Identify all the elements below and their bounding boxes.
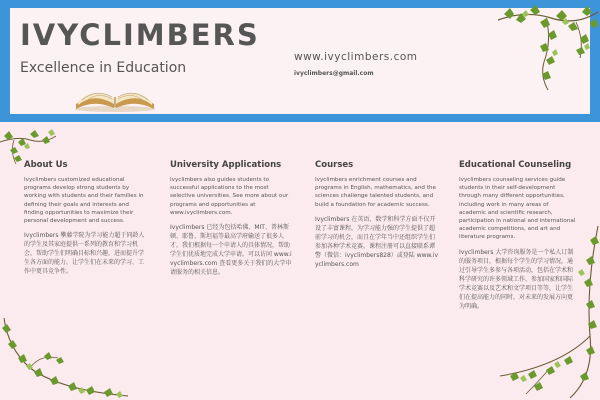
ivy-vine-bottom-left-icon — [0, 318, 130, 400]
section-title: University Applications — [170, 160, 282, 170]
section-text-zh: Ivyclimbers 大学咨询服务是一个私人订制的服务项目，根据每个学生的学习情况，通过引导学生多参与各项活动，包括在学术和科学研究的许多领域工作、参加国家和国际学术竞赛以及艺术和文学项目等等，让学生们在提高能力的同时，对未来的发展方向更为明确。 — [459, 248, 574, 310]
university-applications-section — [170, 160, 294, 277]
section-title: Educational Counseling — [459, 160, 572, 170]
section-title: About Us — [24, 160, 68, 170]
section-text-en: Ivyclimbers enrichment courses and programs in English, mathematics, and the sciences challenge talented students, and build a foundation for academic success. — [315, 177, 436, 208]
section-text-en: Ivyclimbers counseling services guide students in their self-development through many different opportunities, including work in many areas of academic and scientific research, participation in national and international academic competitions, and art and literature programs. — [459, 177, 576, 241]
educational-counseling-section — [459, 160, 577, 311]
courses-section — [315, 160, 439, 269]
section-text-en: Ivyclimbers also guides students to successful applications to the most selective universities. See more about our programs and opportunities at www.ivyclimbers.com. — [170, 177, 289, 216]
section-text-zh: Ivyclimbers 已经为包括哈佛、MIT、普林斯顿、耶鲁、斯坦福等最高学府输送了很多人才，我们根据每一个申请人的具体情况，帮助学生们优质地完成大学申请。可以访问 www.ivyclimbers.com 查看更多关于我们的大学申请服务的相关信息。 — [170, 224, 292, 277]
section-text-zh: Ivyclimbers 攀藤学院为学习能力超于同龄人的学生及其家庭提供一系列的教育和学习机会，帮助学生们明确目标和兴趣，进而提升学生各方面的能力，让学生们在未来的学习、工作中更具竞争性。 — [24, 232, 145, 276]
section-text-en: Ivyclimbers customized educational programs develop strong students by working with students and their families in defining their goals and interests and finding opportunities to maximize their personal development and success. — [24, 177, 144, 225]
open-book-icon — [72, 78, 158, 112]
about-us-section — [24, 160, 148, 276]
email-link[interactable]: ivyclimbers@gmail.com — [294, 70, 374, 77]
section-text-zh: Ivyclimbers 在英语、数学和科学方面不仅开设了丰富课程，为学习能力强的学生提供了超前学习的机会，而且在学年当中还组织学生们参加各种学术竞赛。课程注册可以直接联系谭警（微信：ivyclimbers828）或登陆 www.ivyclimbers.com — [315, 215, 438, 268]
brand-tagline: Excellence in Education — [20, 60, 187, 76]
website-link[interactable]: www.ivyclimbers.com — [294, 51, 418, 63]
brand-title: IVYCLIMBERS — [20, 18, 260, 52]
section-title: Courses — [315, 160, 354, 170]
header-panel — [10, 8, 590, 114]
